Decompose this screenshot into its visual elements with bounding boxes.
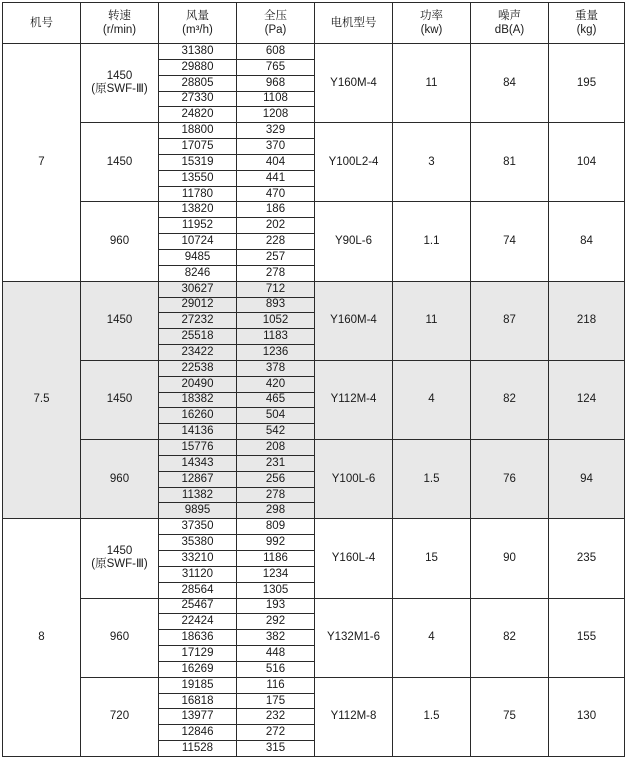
airflow-cell: 15319 [159, 154, 237, 170]
pressure-cell: 370 [237, 139, 315, 155]
pressure-cell: 202 [237, 218, 315, 234]
speed-cell [81, 123, 159, 202]
table-row [3, 202, 625, 218]
header-unit: dB(A) [494, 24, 525, 36]
pressure-cell: 1236 [237, 345, 315, 361]
header-weight [549, 3, 625, 44]
noise-cell: 74 [471, 202, 549, 281]
speed-cell [81, 202, 159, 281]
motor-cell: Y112M-8 [315, 677, 393, 756]
weight-cell: 218 [549, 281, 625, 360]
header-label: 噪声 [498, 10, 521, 22]
power-cell: 11 [393, 281, 471, 360]
pressure-cell: 893 [237, 297, 315, 313]
speed-value: 1450 [106, 545, 133, 558]
motor-cell: Y90L-6 [315, 202, 393, 281]
pressure-cell: 504 [237, 408, 315, 424]
pressure-cell: 1186 [237, 551, 315, 567]
airflow-cell: 9485 [159, 249, 237, 265]
pressure-cell: 298 [237, 503, 315, 519]
airflow-cell: 33210 [159, 551, 237, 567]
weight-cell: 124 [549, 360, 625, 439]
table-row [3, 360, 625, 376]
speed-value: 720 [109, 710, 130, 723]
airflow-cell: 23422 [159, 345, 237, 361]
power-cell: 11 [393, 44, 471, 123]
airflow-cell: 27232 [159, 313, 237, 329]
pressure-cell: 470 [237, 186, 315, 202]
power-cell: 4 [393, 360, 471, 439]
pressure-cell: 256 [237, 471, 315, 487]
airflow-cell: 17075 [159, 139, 237, 155]
airflow-cell: 20490 [159, 376, 237, 392]
table-header [3, 3, 625, 44]
airflow-cell: 25518 [159, 329, 237, 345]
header-label: 机号 [30, 17, 53, 29]
pressure-cell: 382 [237, 630, 315, 646]
motor-cell: Y160M-4 [315, 44, 393, 123]
speed-value: 1450 [106, 155, 133, 168]
noise-cell: 87 [471, 281, 549, 360]
noise-cell: 81 [471, 123, 549, 202]
airflow-cell: 11952 [159, 218, 237, 234]
airflow-cell: 16269 [159, 661, 237, 677]
header-unit: (kg) [576, 24, 597, 36]
header-speed [81, 3, 159, 44]
pressure-cell: 712 [237, 281, 315, 297]
pressure-cell: 1108 [237, 91, 315, 107]
noise-cell: 76 [471, 440, 549, 519]
speed-cell [81, 519, 159, 598]
speed-cell [81, 281, 159, 360]
airflow-cell: 13977 [159, 709, 237, 725]
airflow-cell: 12846 [159, 725, 237, 741]
pressure-cell: 186 [237, 202, 315, 218]
airflow-cell: 22538 [159, 360, 237, 376]
pressure-cell: 516 [237, 661, 315, 677]
pressure-cell: 193 [237, 598, 315, 614]
header-unit: (Pa) [264, 24, 287, 36]
speed-value: 1450 [106, 70, 133, 83]
header-unit: (kw) [420, 24, 443, 36]
pressure-cell: 765 [237, 59, 315, 75]
table-body [3, 44, 625, 757]
weight-cell: 235 [549, 519, 625, 598]
airflow-cell: 22424 [159, 614, 237, 630]
motor-cell: Y160M-4 [315, 281, 393, 360]
pressure-cell: 272 [237, 725, 315, 741]
airflow-cell: 11780 [159, 186, 237, 202]
airflow-cell: 13820 [159, 202, 237, 218]
pressure-cell: 292 [237, 614, 315, 630]
header-motor [315, 3, 393, 44]
airflow-cell: 18382 [159, 392, 237, 408]
speed-cell [81, 360, 159, 439]
header-label: 功率 [420, 10, 443, 22]
speed-value: 960 [109, 472, 130, 485]
power-cell: 1.5 [393, 440, 471, 519]
pressure-cell: 608 [237, 44, 315, 60]
header-unit: (r/min) [102, 24, 137, 36]
speed-note: (原SWF-Ⅲ) [91, 83, 148, 96]
airflow-cell: 10724 [159, 234, 237, 250]
pressure-cell: 1183 [237, 329, 315, 345]
pressure-cell: 1234 [237, 566, 315, 582]
pressure-cell: 116 [237, 677, 315, 693]
weight-cell: 130 [549, 677, 625, 756]
model-no-cell: 8 [3, 519, 81, 757]
pressure-cell: 232 [237, 709, 315, 725]
airflow-cell: 17129 [159, 646, 237, 662]
power-cell: 4 [393, 598, 471, 677]
motor-cell: Y160L-4 [315, 519, 393, 598]
airflow-cell: 29880 [159, 59, 237, 75]
weight-cell: 155 [549, 598, 625, 677]
speed-cell [81, 44, 159, 123]
airflow-cell: 29012 [159, 297, 237, 313]
pressure-cell: 378 [237, 360, 315, 376]
header-label: 转速 [108, 10, 131, 22]
weight-cell: 195 [549, 44, 625, 123]
noise-cell: 90 [471, 519, 549, 598]
header-airflow [159, 3, 237, 44]
airflow-cell: 16818 [159, 693, 237, 709]
airflow-cell: 19185 [159, 677, 237, 693]
airflow-cell: 14343 [159, 455, 237, 471]
airflow-cell: 28564 [159, 582, 237, 598]
power-cell: 1.5 [393, 677, 471, 756]
motor-cell: Y100L2-4 [315, 123, 393, 202]
airflow-cell: 12867 [159, 471, 237, 487]
pressure-cell: 404 [237, 154, 315, 170]
table-row [3, 519, 625, 535]
header-unit: (m³/h) [182, 24, 213, 36]
pressure-cell: 278 [237, 487, 315, 503]
speed-cell [81, 440, 159, 519]
speed-value: 960 [109, 631, 130, 644]
airflow-cell: 15776 [159, 440, 237, 456]
table-row [3, 440, 625, 456]
pressure-cell: 208 [237, 440, 315, 456]
noise-cell: 84 [471, 44, 549, 123]
pressure-cell: 1305 [237, 582, 315, 598]
header-label: 重量 [575, 10, 598, 22]
pressure-cell: 1208 [237, 107, 315, 123]
airflow-cell: 11382 [159, 487, 237, 503]
airflow-cell: 14136 [159, 424, 237, 440]
pressure-cell: 278 [237, 265, 315, 281]
airflow-cell: 31380 [159, 44, 237, 60]
power-cell: 15 [393, 519, 471, 598]
fan-spec-table [2, 2, 625, 757]
speed-value: 1450 [106, 314, 133, 327]
weight-cell: 94 [549, 440, 625, 519]
table-row [3, 598, 625, 614]
pressure-cell: 992 [237, 535, 315, 551]
speed-value: 1450 [106, 393, 133, 406]
noise-cell: 82 [471, 598, 549, 677]
table-row [3, 44, 625, 60]
pressure-cell: 968 [237, 75, 315, 91]
header-pressure [237, 3, 315, 44]
header-label: 电机型号 [330, 17, 377, 29]
model-no-cell: 7 [3, 44, 81, 282]
airflow-cell: 9895 [159, 503, 237, 519]
airflow-cell: 13550 [159, 170, 237, 186]
airflow-cell: 24820 [159, 107, 237, 123]
noise-cell: 75 [471, 677, 549, 756]
airflow-cell: 25467 [159, 598, 237, 614]
header-row [3, 3, 625, 44]
table-row [3, 677, 625, 693]
pressure-cell: 465 [237, 392, 315, 408]
pressure-cell: 228 [237, 234, 315, 250]
header-label: 风量 [186, 10, 209, 22]
airflow-cell: 16260 [159, 408, 237, 424]
pressure-cell: 420 [237, 376, 315, 392]
pressure-cell: 542 [237, 424, 315, 440]
model-no-cell: 7.5 [3, 281, 81, 519]
airflow-cell: 31120 [159, 566, 237, 582]
airflow-cell: 28805 [159, 75, 237, 91]
header-label: 全压 [264, 10, 287, 22]
speed-value: 960 [109, 235, 130, 248]
airflow-cell: 18800 [159, 123, 237, 139]
pressure-cell: 231 [237, 455, 315, 471]
speed-cell [81, 598, 159, 677]
motor-cell: Y112M-4 [315, 360, 393, 439]
pressure-cell: 175 [237, 693, 315, 709]
pressure-cell: 809 [237, 519, 315, 535]
airflow-cell: 18636 [159, 630, 237, 646]
airflow-cell: 37350 [159, 519, 237, 535]
pressure-cell: 329 [237, 123, 315, 139]
noise-cell: 82 [471, 360, 549, 439]
motor-cell: Y100L-6 [315, 440, 393, 519]
motor-cell: Y132M1-6 [315, 598, 393, 677]
speed-note: (原SWF-Ⅲ) [91, 558, 148, 571]
header-noise [471, 3, 549, 44]
weight-cell: 104 [549, 123, 625, 202]
pressure-cell: 257 [237, 249, 315, 265]
airflow-cell: 35380 [159, 535, 237, 551]
pressure-cell: 441 [237, 170, 315, 186]
airflow-cell: 11528 [159, 741, 237, 757]
header-model-no [3, 3, 81, 44]
header-power [393, 3, 471, 44]
pressure-cell: 1052 [237, 313, 315, 329]
power-cell: 3 [393, 123, 471, 202]
airflow-cell: 30627 [159, 281, 237, 297]
table-row [3, 281, 625, 297]
weight-cell: 84 [549, 202, 625, 281]
airflow-cell: 27330 [159, 91, 237, 107]
pressure-cell: 448 [237, 646, 315, 662]
airflow-cell: 8246 [159, 265, 237, 281]
table-row [3, 123, 625, 139]
pressure-cell: 315 [237, 741, 315, 757]
speed-cell [81, 677, 159, 756]
power-cell: 1.1 [393, 202, 471, 281]
